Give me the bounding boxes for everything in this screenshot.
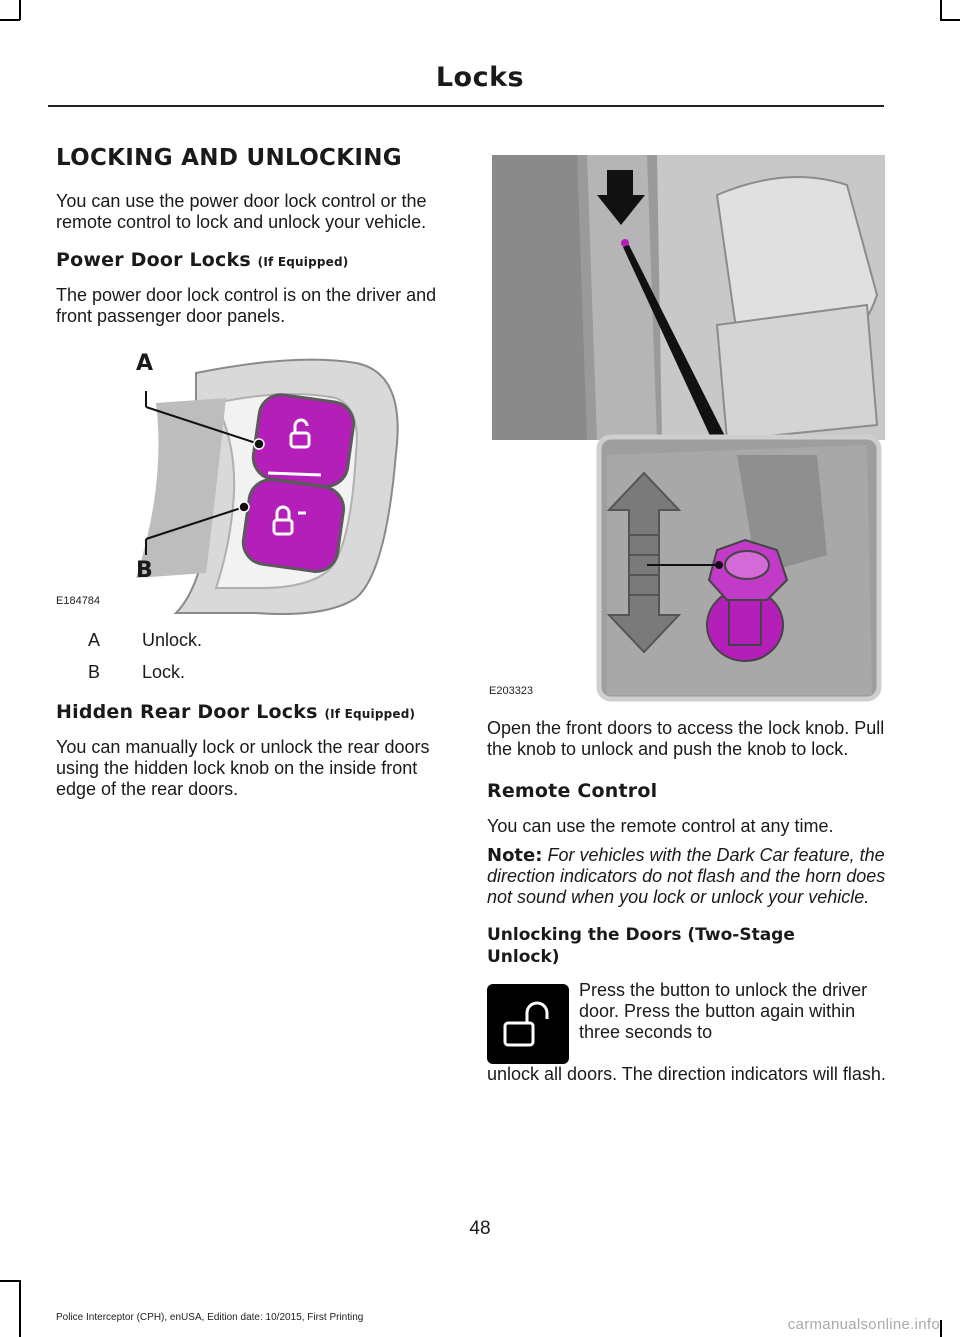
crop-mark-bottom-left-v: [19, 1280, 21, 1337]
rear-door-lock-knob-illustration: [487, 155, 885, 707]
remote-control-heading: Remote Control: [487, 780, 658, 802]
door-lock-switch-figure: [56, 343, 406, 623]
legend-list: [56, 629, 451, 683]
legend-key: A: [88, 630, 101, 650]
dark-car-note: [487, 845, 887, 908]
intro-paragraph: You can use the power door lock control or the remote control to lock and unlock your vehicle.: [56, 191, 427, 232]
lock-knob-paragraph: Open the front doors to access the lock knob. Pull the knob to unlock and push the knob to lock.: [487, 718, 885, 759]
watermark: carmanualsonline.info: [787, 1316, 940, 1333]
door-lock-switch-illustration: [56, 343, 406, 623]
note-text: For vehicles with the Dark Car feature, the direction indicators do not flash and the horn does not sound when you lock or unlock your vehicle.: [487, 845, 886, 907]
crop-mark-top-right-h: [940, 19, 960, 21]
hidden-locks-qualifier: (If Equipped): [324, 707, 416, 721]
hidden-locks-body: You can manually lock or unlock the rear doors using the hidden lock knob on the inside front edge of the rear doors.: [56, 737, 430, 799]
callout-a: A: [136, 351, 154, 376]
page-header-title: Locks: [435, 62, 525, 93]
section-title: LOCKING AND UNLOCKING: [56, 145, 402, 171]
two-stage-block: [487, 980, 887, 1085]
unlock-icon: [501, 999, 555, 1049]
figure1-code: E184784: [56, 595, 101, 607]
callout-b: B: [136, 558, 153, 583]
crop-mark-bottom-left-h: [0, 1280, 20, 1282]
hidden-locks-heading: [56, 701, 451, 723]
left-column: [56, 145, 451, 800]
two-stage-unlock-heading: Unlocking the Doors (Two-Stage Unlock): [487, 925, 795, 967]
legend-value: Lock.: [142, 662, 186, 682]
unlock-button-icon-box: [487, 984, 569, 1064]
power-locks-heading-text: Power Door Locks: [56, 249, 251, 271]
crop-mark-top-right-v: [940, 0, 942, 20]
power-locks-qualifier: (If Equipped): [257, 255, 349, 269]
legend-row: [56, 661, 451, 683]
header-rule: [48, 105, 884, 107]
power-locks-heading: [56, 249, 451, 271]
note-label: Note:: [487, 845, 543, 866]
two-stage-text-full: unlock all doors. The direction indicators will flash.: [487, 1064, 886, 1084]
page-number: 48: [469, 1218, 491, 1239]
legend-value: Unlock.: [142, 630, 203, 650]
two-stage-text-side: Press the button to unlock the driver door. Press the button again within three seconds to: [579, 980, 868, 1042]
crop-mark-top-left-v: [19, 0, 21, 20]
right-column: [487, 718, 887, 1085]
rear-door-lock-knob-figure: [487, 155, 885, 707]
edition-footer: Police Interceptor (CPH), enUSA, Edition date: 10/2015, First Printing: [56, 1312, 364, 1323]
crop-mark-top-left-h: [0, 19, 20, 21]
power-locks-body: The power door lock control is on the driver and front passenger door panels.: [56, 285, 437, 326]
remote-control-body: You can use the remote control at any time.: [487, 816, 834, 836]
legend-key: B: [88, 662, 101, 682]
figure2-code: E203323: [489, 685, 534, 697]
legend-row: [56, 629, 451, 651]
crop-mark-bottom-right-v: [940, 1320, 942, 1337]
hidden-locks-heading-text: Hidden Rear Door Locks: [56, 701, 318, 723]
